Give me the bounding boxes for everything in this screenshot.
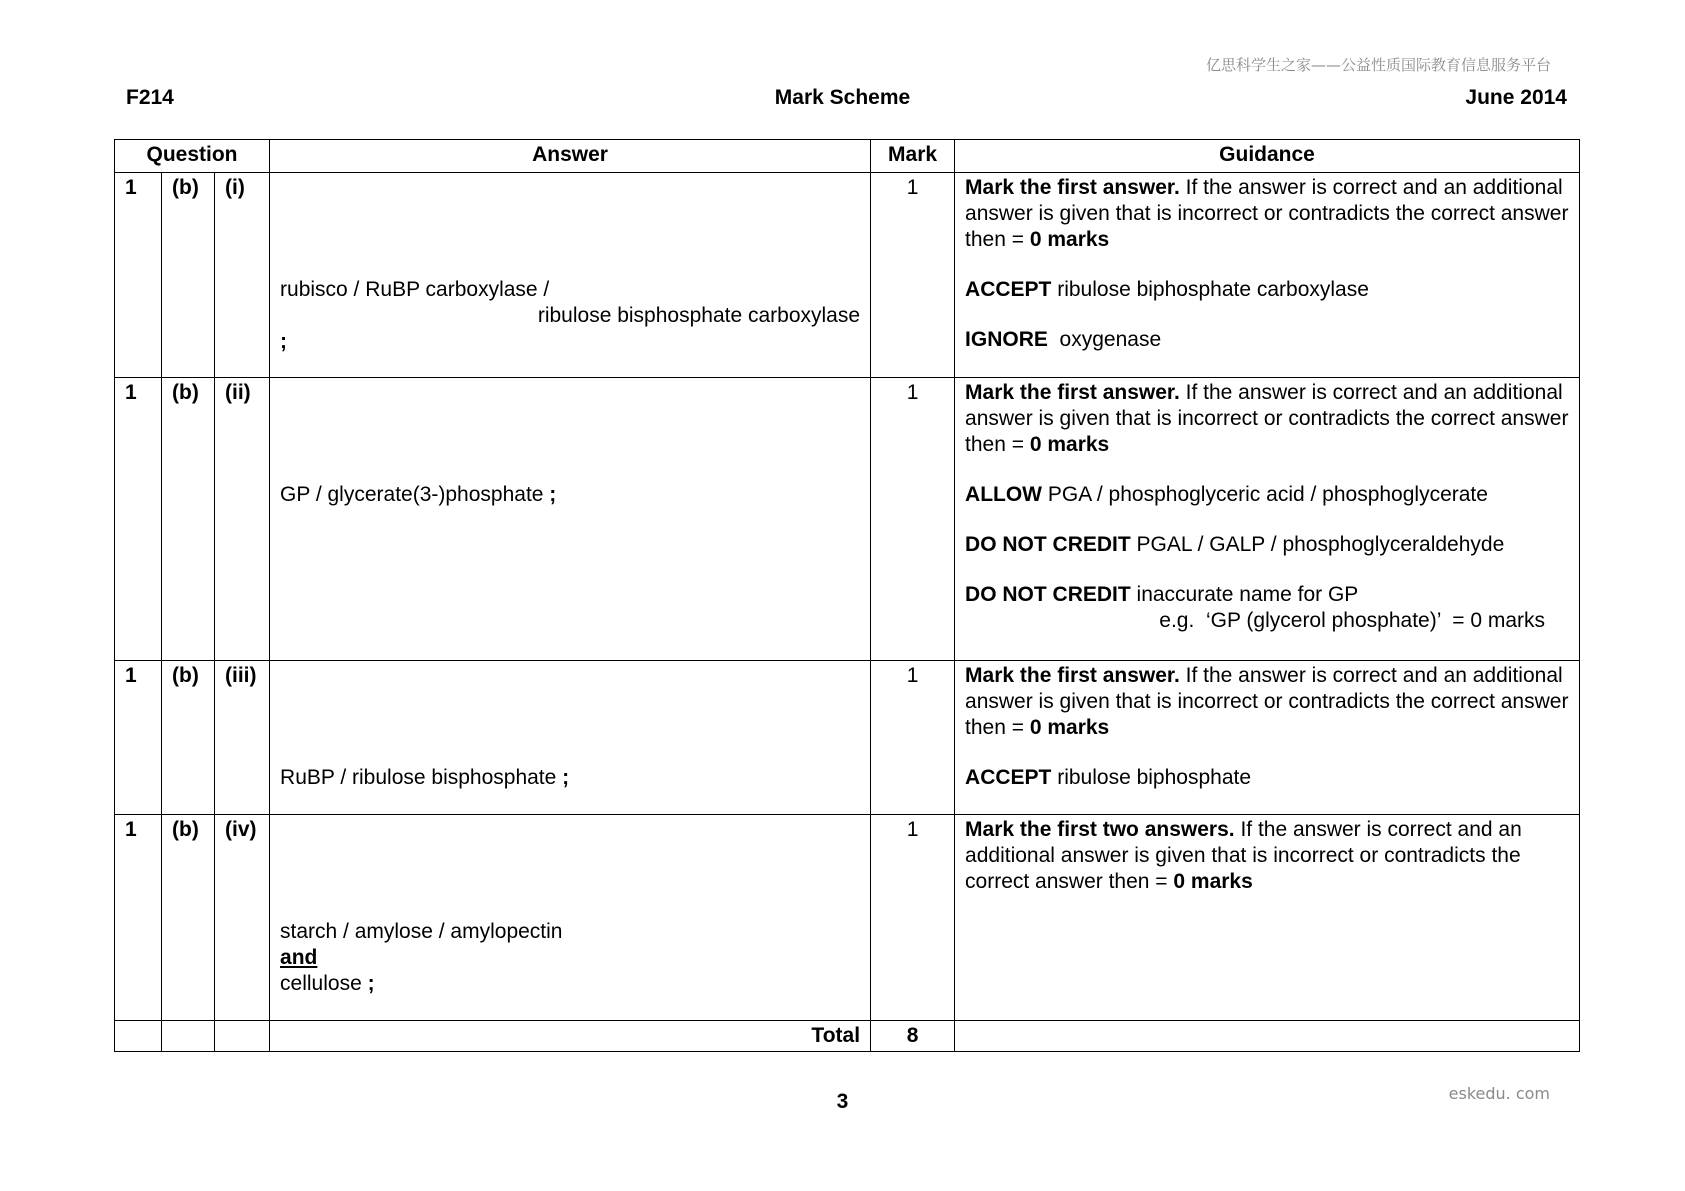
question-subpart: (ii) (215, 378, 270, 661)
guidance-ignore: IGNORE oxygenase (965, 328, 1162, 351)
guidance-intro: Mark the first answer. If the answer is correct and an additional answer is given that is incorrect or contradicts the correct answer then = 0 marks (965, 176, 1569, 251)
watermark-top: 亿思科学生之家——公益性质国际教育信息服务平台 (1205, 56, 1551, 74)
question-part: (b) (162, 661, 215, 815)
question-number: 1 (115, 661, 162, 815)
question-number: 1 (115, 378, 162, 661)
guidance-cell (955, 815, 1580, 1021)
answer-line: ribulose bisphosphate carboxylase (537, 304, 861, 327)
total-label: Total (270, 1021, 871, 1052)
answer-cell (270, 661, 871, 815)
question-part: (b) (162, 815, 215, 1021)
empty-cell (162, 1021, 215, 1052)
table-row (115, 815, 1580, 1021)
empty-cell (115, 1021, 162, 1052)
table-row (115, 378, 1580, 661)
mark-cell: 1 (871, 378, 955, 661)
guidance-cell (955, 378, 1580, 661)
question-part: (b) (162, 378, 215, 661)
table-row (115, 661, 1580, 815)
empty-cell (955, 1021, 1580, 1052)
answer-semicolon: ; (280, 330, 288, 353)
guidance-intro: Mark the first two answers. If the answer is correct and an additional answer is given that is incorrect or contradicts the correct answer then = 0 marks (965, 818, 1522, 893)
guidance-do-not-credit-name: DO NOT CREDIT inaccurate name for GP e.g. ‘GP (glycerol phosphate)’ = 0 marks (965, 583, 1546, 632)
page-number: 3 (836, 1090, 849, 1113)
guidance-intro: Mark the first answer. If the answer is correct and an additional answer is given that is incorrect or contradicts the correct answer then = 0 marks (965, 381, 1569, 456)
question-subpart: (iii) (215, 661, 270, 815)
question-number: 1 (115, 815, 162, 1021)
total-value: 8 (871, 1021, 955, 1052)
answer-line: RuBP / ribulose bisphosphate ; (280, 766, 570, 789)
header-question: Question (115, 140, 270, 173)
question-part: (b) (162, 173, 215, 378)
question-subpart: (i) (215, 173, 270, 378)
answer-line: GP / glycerate(3-)phosphate ; (280, 483, 557, 506)
guidance-intro: Mark the first answer. If the answer is correct and an additional answer is given that is incorrect or contradicts the correct answer then = 0 marks (965, 664, 1569, 739)
guidance-allow: ALLOW PGA / phosphoglyceric acid / phosphoglycerate (965, 483, 1488, 506)
answer-and: and (280, 946, 318, 969)
mark-cell: 1 (871, 815, 955, 1021)
watermark-bottom: eskedu. com (1448, 1084, 1550, 1103)
question-number: 1 (115, 173, 162, 378)
answer-line: rubisco / RuBP carboxylase / (280, 278, 550, 301)
guidance-cell (955, 661, 1580, 815)
question-subpart: (iv) (215, 815, 270, 1021)
guidance-do-not-credit: DO NOT CREDIT PGAL / GALP / phosphoglyceraldehyde (965, 533, 1505, 556)
mark-scheme-table (114, 139, 1580, 1052)
mark-cell: 1 (871, 661, 955, 815)
guidance-cell (955, 173, 1580, 378)
header-answer: Answer (270, 140, 871, 173)
exam-session: June 2014 (1465, 86, 1567, 109)
table-header-row (115, 140, 1580, 173)
total-row (115, 1021, 1580, 1052)
mark-cell: 1 (871, 173, 955, 378)
paper-code: F214 (126, 86, 174, 109)
answer-cell (270, 173, 871, 378)
empty-cell (215, 1021, 270, 1052)
document-title: Mark Scheme (774, 86, 911, 109)
answer-cell (270, 815, 871, 1021)
answer-line: cellulose ; (280, 972, 375, 995)
header-guidance: Guidance (955, 140, 1580, 173)
answer-line: starch / amylose / amylopectin (280, 920, 563, 943)
guidance-accept: ACCEPT ribulose biphosphate carboxylase (965, 278, 1369, 301)
answer-cell (270, 378, 871, 661)
header-mark: Mark (871, 140, 955, 173)
table-row (115, 173, 1580, 378)
guidance-accept: ACCEPT ribulose biphosphate (965, 766, 1252, 789)
